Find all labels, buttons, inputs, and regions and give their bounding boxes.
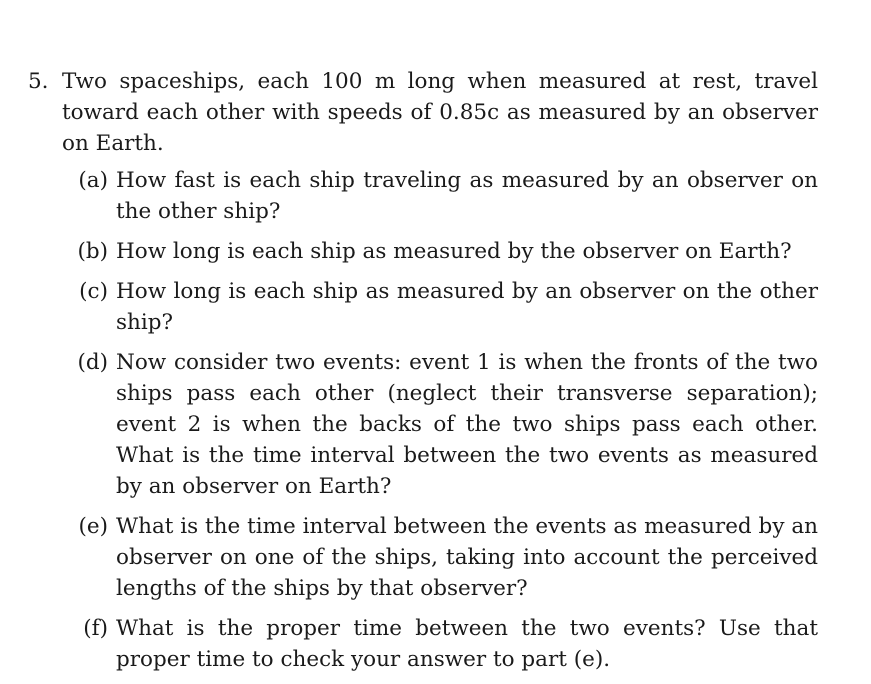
- problem-parts-list: [28, 165, 818, 675]
- part-label: (c): [79, 279, 108, 304]
- part-label: (f): [83, 616, 108, 641]
- part-label: (d): [77, 350, 108, 375]
- problem-stem: [28, 66, 818, 159]
- part-text: What is the time interval between the events as measured by an observer on one of the ships, taking into account the perceived lengths of the ships by that observer?: [116, 514, 818, 601]
- problem-number: 5.: [28, 69, 49, 94]
- part-e: [28, 511, 818, 604]
- part-a: [28, 165, 818, 227]
- part-f: [28, 613, 818, 675]
- part-text: How long is each ship as measured by the observer on Earth?: [116, 239, 792, 264]
- part-label: (e): [78, 514, 108, 539]
- part-text: How long is each ship as measured by an observer on the other ship?: [116, 279, 818, 335]
- part-d: [28, 347, 818, 502]
- part-label: (b): [77, 239, 108, 264]
- part-label: (a): [78, 168, 108, 193]
- problem-stem-text: Two spaceships, each 100 m long when measured at rest, travel toward each other with speeds of 0.85c as measured by an observer on Earth.: [62, 69, 818, 156]
- problem-5: [28, 66, 818, 684]
- part-b: [28, 236, 818, 267]
- part-text: How fast is each ship traveling as measured by an observer on the other ship?: [116, 168, 818, 224]
- part-text: What is the proper time between the two events? Use that proper time to check your answer to part (e).: [116, 616, 818, 672]
- part-c: [28, 276, 818, 338]
- part-text: Now consider two events: event 1 is when the fronts of the two ships pass each other (neglect their transverse separation); event 2 is when the backs of the two ships pass each other. What is the time interval between the two events as measured by an observer on Earth?: [116, 350, 818, 499]
